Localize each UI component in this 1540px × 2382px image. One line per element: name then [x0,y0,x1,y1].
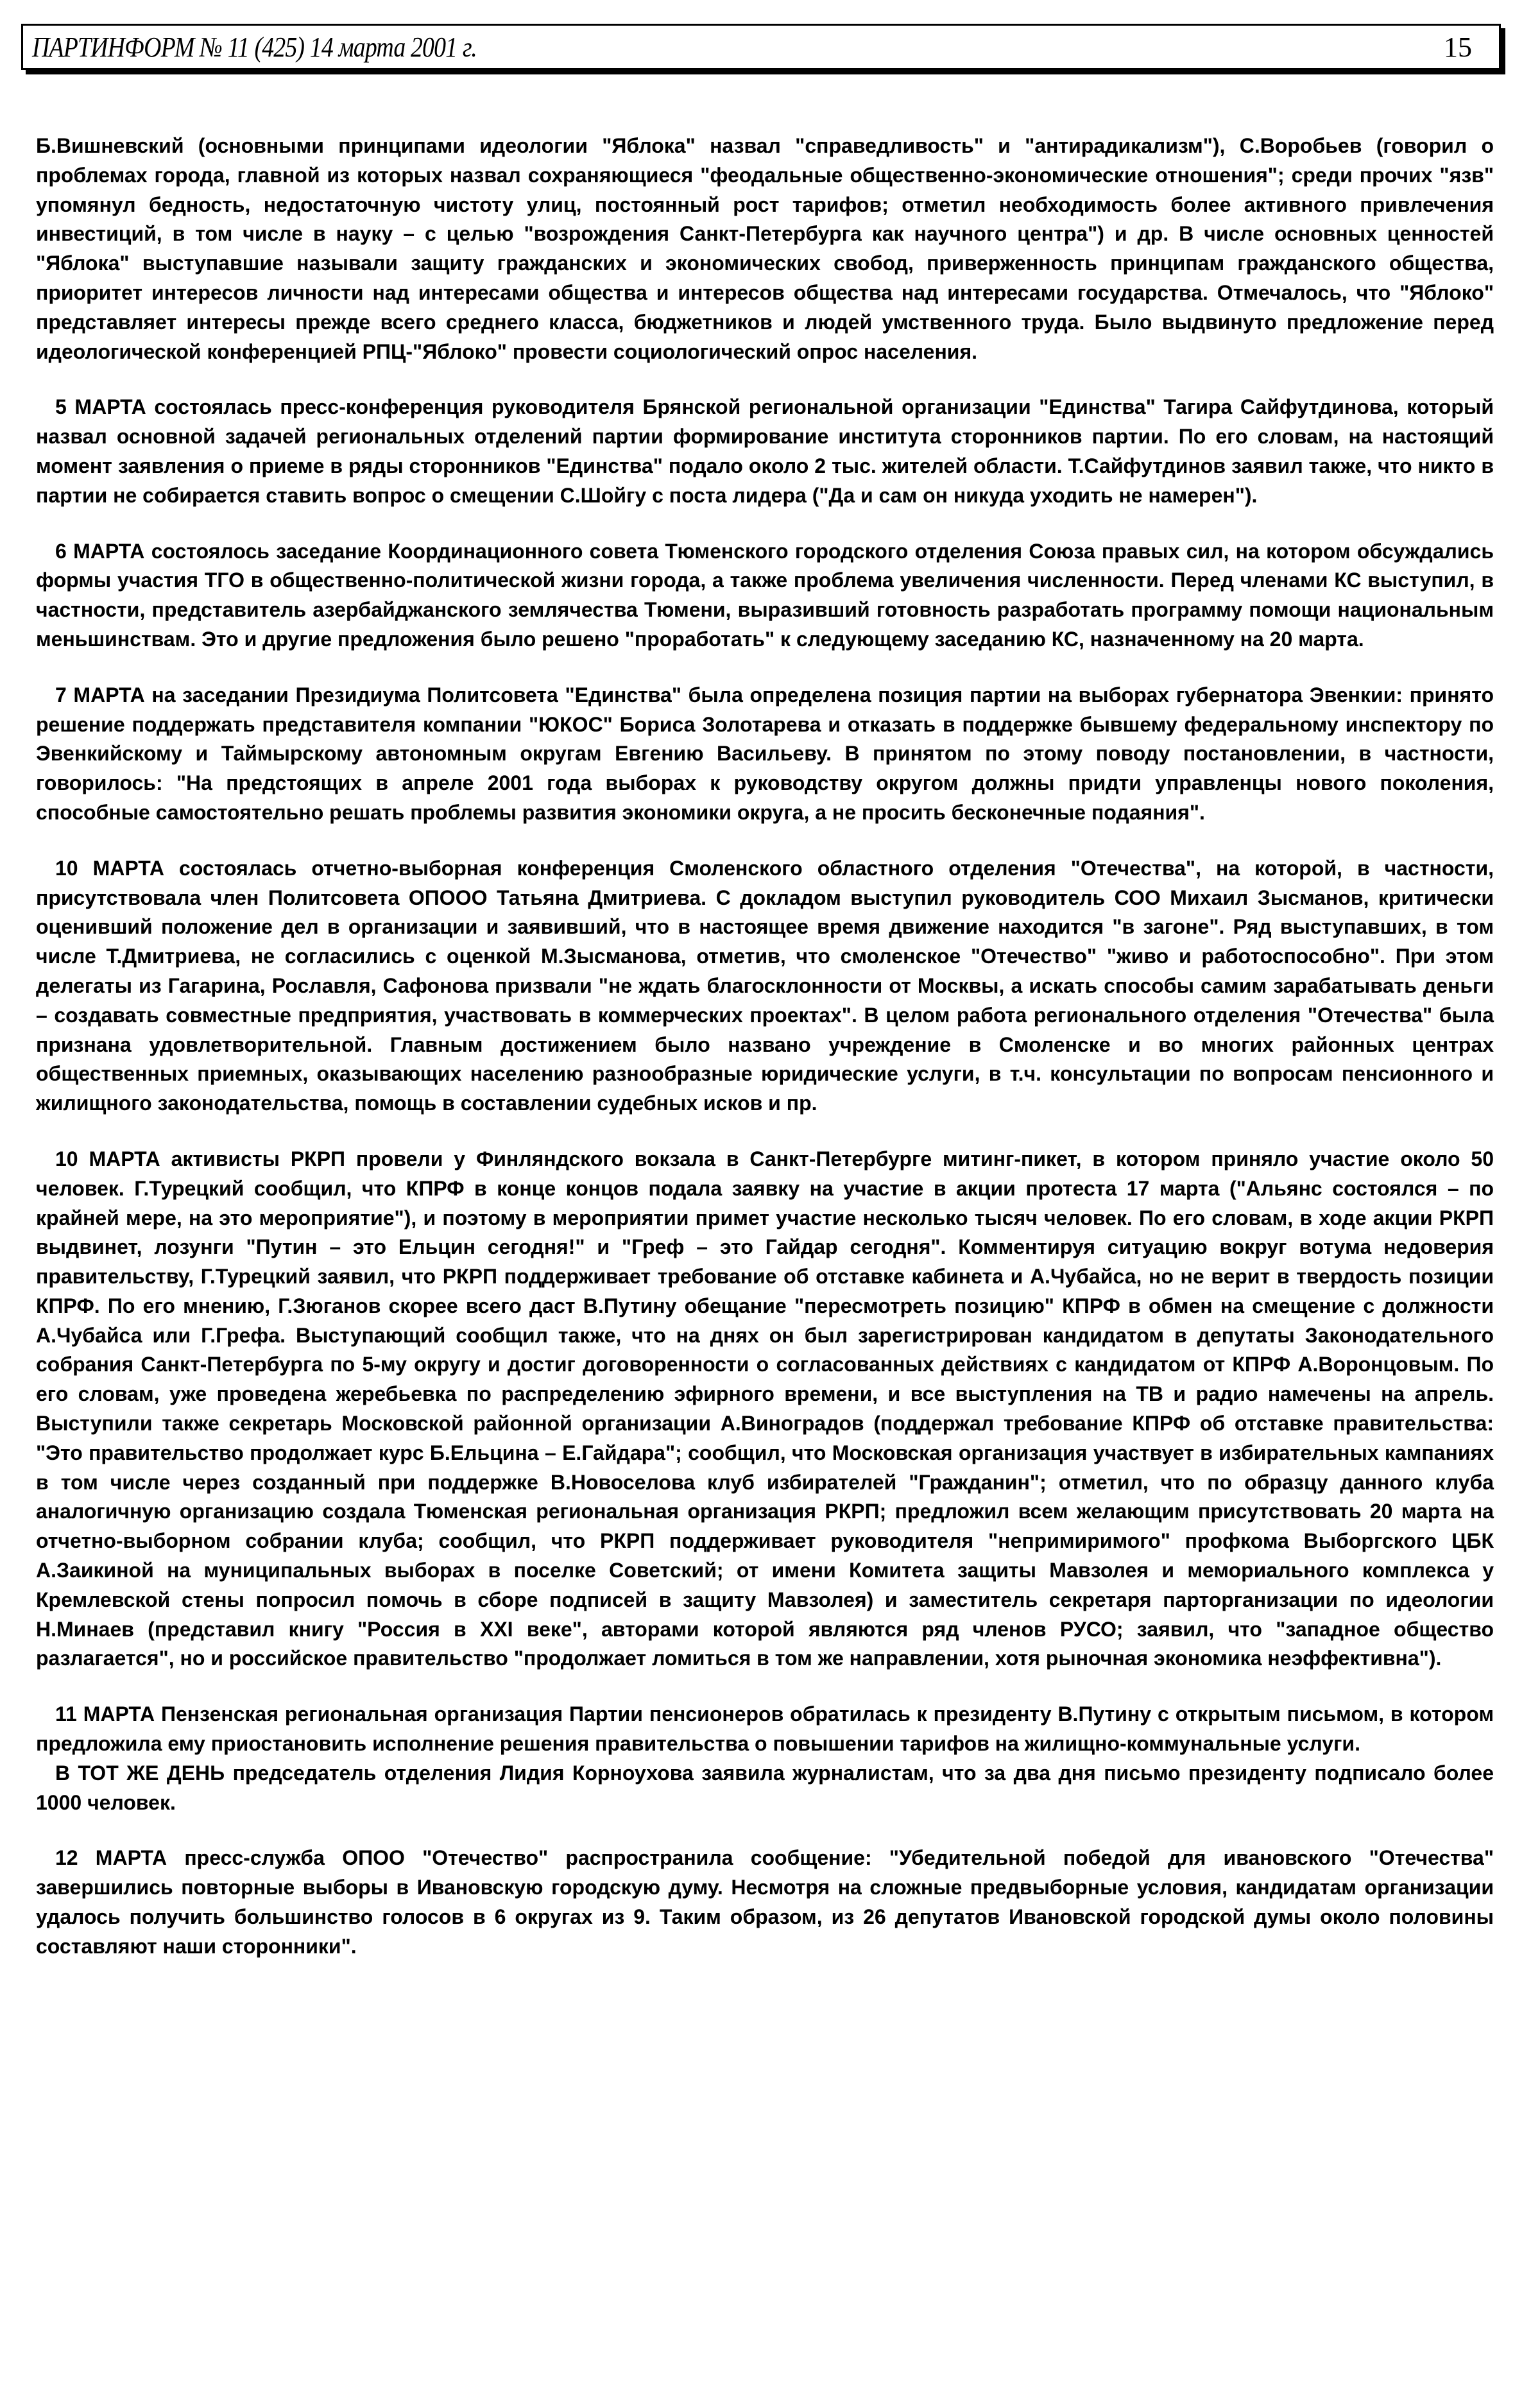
paragraph-march-6: 6 МАРТА состоялось заседание Координационного совета Тюменского городского отделения Союза правых сил, на котором обсуждались формы участия ТГО в общественно-политической жизни города, а также проблема увеличения численности. Перед членами КС выступил, в частности, представитель азербайджанского землячества Тюмени, выразивший готовность разработать программу помощи национальным меньшинствам. Это и другие предложения было решено "проработать" к следующему заседанию КС, назначенному на 20 марта. [36,539,1494,651]
paragraph-march-5: 5 МАРТА состоялась пресс-конференция руководителя Брянской региональной организации "Единства" Тагира Сайфутдинова, который назвал основной задачей региональных отделений партии формирование института сторонников партии. По его словам, на настоящий момент заявления о приеме в ряды сторонников "Единства" подало около 2 тыс. жителей области. Т.Сайфутдинов заявил также, что никто в партии не собирается ставить вопрос о смещении С.Шойгу с поста лидера ("Да и сам он никуда уходить не намерен"). [36,395,1494,507]
paragraph-march-11: 11 МАРТА Пензенская региональная организация Партии пенсионеров обратилась к президенту В.Путину с открытым письмом, в котором предложила ему приостановить исполнение решения правительства о повышении тарифов на жилищно-коммунальные услуги. [36,1702,1494,1756]
article-body [36,132,1494,1988]
publication-title: ПАРТИНФОРМ № 11 (425) 14 марта 2001 г. [32,31,477,63]
page-number: 15 [1444,31,1472,63]
paragraph-same-day: В ТОТ ЖЕ ДЕНЬ председатель отделения Лидия Корноухова заявила журналистам, что за два дня письмо президенту подписало более 1000 человек. [36,1761,1494,1814]
paragraph-yabloko: Б.Вишневский (основными принципами идеологии "Яблока" назвал "справедливость" и "антирадикализм"), С.Воробьев (говорил о проблемах города, главной из которых назвал сохраняющиеся "феодальные общественно-экономические отношения"; среди прочих "язв" упомянул бедность, недостаточную чистоту улиц, постоянный рост тарифов; отметил необходимость более активного привлечения инвестиций, в том числе в науку – с целью "возрождения Санкт-Петербурга как научного центра") и др. В числе основных ценностей "Яблока" выступавшие называли защиту гражданских и экономических свобод, приверженность принципам гражданского общества, приоритет интересов личности над интересами общества и интересов общества над интересами государства. Отмечалось, что "Яблоко" представляет интересы прежде всего среднего класса, бюджетников и людей умственного труда. Было выдвинуто предложение перед идеологической конференцией РПЦ-"Яблоко" провести социологический опрос населения. [36,134,1494,363]
paragraph-march-10-rkrp: 10 МАРТА активисты РКРП провели у Финляндского вокзала в Санкт-Петербурге митинг-пикет, в котором приняло участие около 50 человек. Г.Турецкий сообщил, что КПРФ в конце концов подала заявку на участие в акции протеста 17 марта ("Альянс состоялся – по крайней мере, на это мероприятие"), и поэтому в мероприятии примет участие несколько тысяч человек. По его словам, в ходе акции РКРП выдвинет, лозунги "Путин – это Ельцин сегодня!" и "Греф – это Гайдар сегодня". Комментируя ситуацию вокруг вотума недоверия правительству, Г.Турецкий заявил, что РКРП поддерживает требование об отставке кабинета и А.Чубайса, но не верит в твердость позиции КПРФ. По его мнению, Г.Зюганов скорее всего даст В.Путину обещание "пересмотреть позицию" КПРФ в обмен на смещение с должности А.Чубайса или Г.Грефа. Выступающий сообщил также, что на днях он был зарегистрирован кандидатом в депутаты Законодательного собрания Санкт-Петербурга по 5-му округу и достиг договоренности о согласованных действиях с кандидатом от КПРФ А.Воронцовым. По его словам, уже проведена жеребьевка по распределению эфирного времени, и все выступления на ТВ и радио намечены на апрель. Выступили также секретарь Московской районной организации А.Виноградов (поддержал требование КПРФ об отставке правительства: "Это правительство продолжает курс Б.Ельцина – Е.Гайдара"; сообщил, что Московская организация участвует в избирательных кампаниях в том числе через созданный при поддержке В.Новоселова клуб избирателей "Гражданин"; отметил, что по образцу данного клуба аналогичную организацию создала Тюменская региональная организация РКРП; предложил всем желающим присутствовать 20 марта на отчетно-выборном собрании клуба; сообщил, что РКРП поддерживает руководителя "непримиримого" профкома Выборгского ЦБК А.Заикиной на муниципальных выборах в поселке Советский; от имени Комитета защиты Мавзолея и мемориального комплекса у Кремлевской стены попросил помочь в сборе подписей в защиту Мавзолея) и заместитель секретаря парторганизации по идеологии Н.Минаев (представил книгу "Россия в XXI веке", авторами которой являются ряд членов РУСО; заявил, что "западное общество разлагается", но и российское правительство "продолжает ломиться в том же направлении, хотя рыночная экономика неэффективна"). [36,1147,1494,1670]
paragraph-march-12: 12 МАРТА пресс-служба ОПОО "Отечество" распространила сообщение: "Убедительной победой для ивановского "Отечества" завершились повторные выборы в Ивановскую городскую думу. Несмотря на сложные предвыборные условия, кандидатам организации удалось получить большинство голосов в 6 округах из 9. Таким образом, из 26 депутатов Ивановской городской думы около половины составляют наши сторонники". [36,1846,1494,1958]
paragraph-march-10-smolensk: 10 МАРТА состоялась отчетно-выборная конференция Смоленского областного отделения "Отечества", на которой, в частности, присутствовала член Политсовета ОПООО Татьяна Дмитриева. С докладом выступил руководитель СОО Михаил Зысманов, критически оценивший положение дел в организации и заявивший, что в настоящее время движение находится "в загоне". Ряд выступавших, в том числе Т.Дмитриева, не согласились с оценкой М.Зысманова, отметив, что смоленское "Отечество" "живо и работоспособно". При этом делегаты из Гагарина, Рославля, Сафонова призвали "не ждать благосклонности от Москвы, а искать способы самим зарабатывать деньги – создавать совместные предприятия, участвовать в коммерческих проектах". В целом работа регионального отделения "Отечества" была признана удовлетворительной. Главным достижением было названо учреждение в Смоленске и во многих районных центрах общественных приемных, оказывающих населению разнообразные юридические услуги, в т.ч. консультации по вопросам пенсионного и жилищного законодательства, помощь в составлении судебных исков и пр. [36,856,1494,1115]
paragraph-march-7: 7 МАРТА на заседании Президиума Политсовета "Единства" была определена позиция партии на выборах губернатора Эвенкии: принято решение поддержать представителя компании "ЮКОС" Бориса Золотарева и отказать в поддержке бывшему федеральному инспектору по Эвенкийскому и Таймырскому автономным округам Евгению Васильеву. В принятом по этому поводу постановлении, в частности, говорилось: "На предстоящих в апреле 2001 года выборах к руководству округом должны придти управленцы нового поколения, способные самостоятельно решать проблемы развития экономики округа, а не просить бесконечные подаяния". [36,683,1494,824]
page-header [21,24,1501,70]
